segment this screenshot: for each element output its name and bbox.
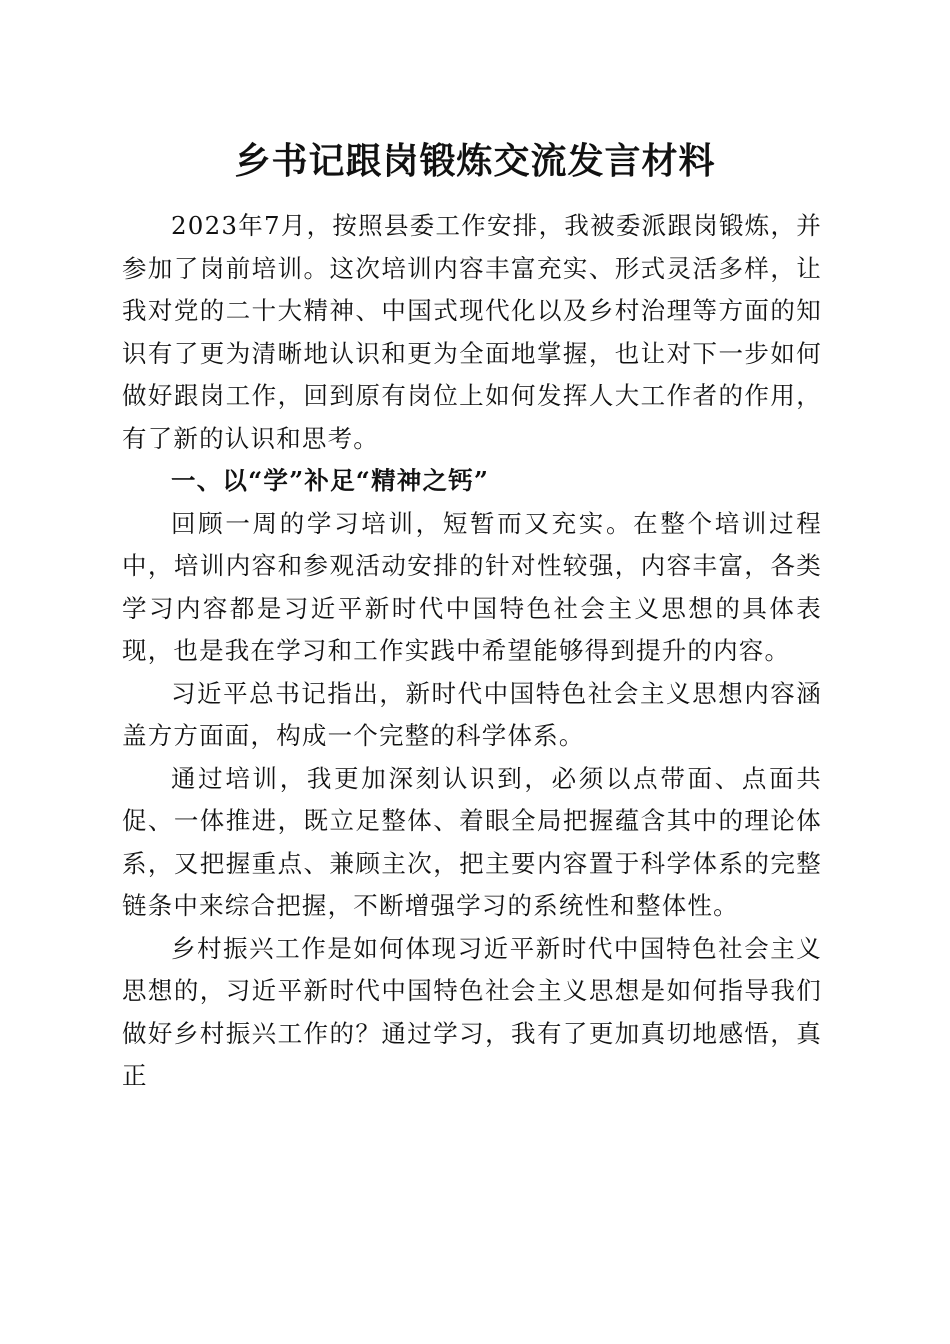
document-title: 乡书记跟岗锻炼交流发言材料: [234, 140, 716, 182]
paragraph-review: 回顾一周的学习培训，短暂而又充实。在整个培训过程中，培训内容和参观活动安排的针对性较强，内容丰富，各类学习内容都是习近平新时代中国特色社会主义思想的具体表现，也是我在学习和工作实践中希望能够得到提升的内容。: [122, 508, 822, 665]
section-heading-1: 一、以“学”补足“精神之钙”: [171, 466, 490, 495]
paragraph-rural-revitalization: 乡村振兴工作是如何体现习近平新时代中国特色社会主义思想的，习近平新时代中国特色社会主义思想是如何指导我们做好乡村振兴工作的？通过学习，我有了更加真切地感悟，真正: [122, 933, 822, 1090]
paragraph-intro: 2023年7月，按照县委工作安排，我被委派跟岗锻炼，并参加了岗前培训。这次培训内容丰富充实、形式灵活多样，让我对党的二十大精神、中国式现代化以及乡村治理等方面的知识有了更为清晰地认识和更为全面地掌握，也让对下一步如何做好跟岗工作，回到原有岗位上如何发挥人大工作者的作用，有了新的认识和思考。: [122, 211, 822, 453]
paragraph-understanding: 通过培训，我更加深刻认识到，必须以点带面、点面共促、一体推进，既立足整体、着眼全局把握蕴含其中的理论体系，又把握重点、兼顾主次，把主要内容置于科学体系的完整链条中来综合把握，不断增强学习的系统性和整体性。: [122, 763, 822, 920]
document-body: [122, 205, 822, 1098]
paragraph-quote: 习近平总书记指出，新时代中国特色社会主义思想内容涵盖方方面面，构成一个完整的科学体系。: [122, 678, 822, 750]
